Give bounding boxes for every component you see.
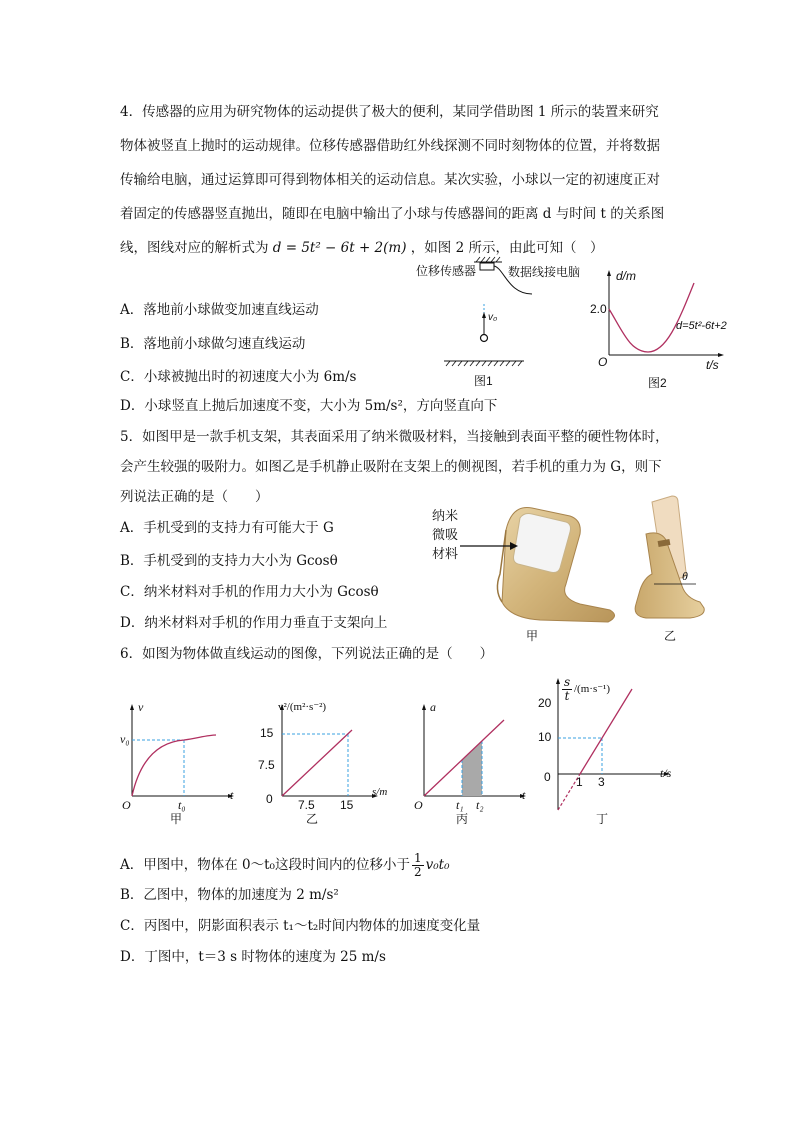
graph-b-svg bbox=[256, 700, 406, 825]
q6-option-a bbox=[120, 852, 450, 879]
graph-d-xtick-3: 3 bbox=[598, 775, 605, 789]
q6-graph-d bbox=[536, 672, 696, 832]
d-t-curve bbox=[609, 283, 694, 352]
q5-option-c: C．纳米材料对手机的作用力大小为 Gcosθ bbox=[120, 584, 379, 600]
q5-stem-line-3: 列说法正确的是（ ） bbox=[120, 489, 269, 505]
q4-line5-post: ，如图 2 所示，由此可知（ ） bbox=[410, 240, 604, 256]
q5-caption-a: 甲 bbox=[526, 629, 539, 643]
q4-option-c: C．小球被抛出时的初速度大小为 6m/s bbox=[120, 369, 357, 385]
graph-b-line bbox=[282, 730, 352, 796]
q5-figure-svg bbox=[420, 494, 720, 644]
graph-a-v0: v₀ bbox=[120, 732, 130, 746]
q6-graph-c bbox=[410, 700, 540, 825]
q5-stem-line-2: 会产生较强的吸附力。如图乙是手机静止吸附在支架上的侧视图，若手机的重力为 G，则下 bbox=[120, 459, 662, 475]
q4-stem-line-1: 4．传感器的应用为研究物体的运动提供了极大的便利，某同学借助图 1 所示的装置来研究 bbox=[120, 104, 659, 120]
graph-d-ytick-10: 10 bbox=[538, 730, 552, 744]
graph-c-t1: t₁ bbox=[456, 798, 464, 812]
graph-c-y: a bbox=[430, 700, 436, 714]
graph-a-curve bbox=[132, 735, 216, 796]
graph-d-y-unit: /(m·s⁻¹) bbox=[574, 683, 610, 695]
graph-c-origin: O bbox=[414, 798, 423, 812]
graph-c-x: t bbox=[522, 788, 526, 802]
q4-stem-line-2: 物体被竖直上抛时的运动规律。位移传感器借助红外线探测不同时刻物体的位置，并将数据 bbox=[120, 138, 660, 154]
nano-label-line-2: 微吸 bbox=[432, 527, 459, 542]
graph-c-svg bbox=[410, 700, 540, 825]
q6-option-a-post: v₀t₀ bbox=[425, 857, 450, 873]
q4-stem-line-3: 传输给电脑，通过运算即可得到物体相关的运动信息。某次实验，小球以一定的初速度正对 bbox=[120, 172, 660, 188]
fig2-y-tick: 2.0 bbox=[590, 302, 607, 316]
q6-frac-den: 2 bbox=[413, 865, 422, 879]
graph-d-y-num: s bbox=[564, 675, 571, 689]
q5-caption-b: 乙 bbox=[664, 629, 677, 643]
q4-stem-line-5 bbox=[120, 238, 603, 258]
graph-d-svg bbox=[536, 672, 696, 832]
fig1-caption: 图1 bbox=[474, 374, 493, 388]
stand-b bbox=[635, 496, 704, 618]
graph-a-y: v bbox=[138, 700, 144, 714]
nano-label-line-3: 材料 bbox=[432, 546, 459, 561]
graph-d-y-den: t bbox=[564, 689, 570, 703]
theta-label: θ bbox=[682, 569, 688, 583]
fig2-x-label: t/s bbox=[706, 358, 719, 372]
graph-a-origin: O bbox=[122, 798, 131, 812]
fig2-origin: O bbox=[598, 355, 608, 369]
graph-c-caption: 丙 bbox=[456, 812, 469, 826]
graph-a-x: t bbox=[230, 788, 234, 802]
sensor-box bbox=[480, 263, 494, 270]
v0-label: v₀ bbox=[488, 312, 498, 323]
q4-option-b: B．落地前小球做匀速直线运动 bbox=[120, 336, 306, 352]
graph-b-caption: 乙 bbox=[306, 812, 319, 826]
cable-label: 数据线接电脑 bbox=[508, 265, 581, 279]
q6-option-d: D．丁图中，t＝3 s 时物体的速度为 25 m/s bbox=[120, 949, 386, 965]
q6-graph-b bbox=[256, 700, 406, 825]
sensor-label: 位移传感器 bbox=[416, 264, 477, 278]
graph-d-origin: 0 bbox=[544, 770, 551, 784]
shaded-area bbox=[462, 741, 482, 796]
nano-label-line-1: 纳米 bbox=[432, 508, 459, 523]
graph-a-t0: t₀ bbox=[178, 798, 186, 812]
graph-d-x: t/s bbox=[660, 766, 672, 780]
q4-figure-1 bbox=[412, 256, 602, 391]
q6-option-a-pre: A．甲图中，物体在 0～t₀这段时间内的位移小于 bbox=[120, 857, 410, 873]
graph-c-t2: t₂ bbox=[476, 798, 484, 812]
q6-frac-num: 1 bbox=[413, 851, 422, 865]
q5-option-b: B．手机受到的支持力大小为 Gcosθ bbox=[120, 553, 338, 569]
q4-option-d: D．小球竖直上抛后加速度不变，大小为 5m/s²，方向竖直向下 bbox=[120, 398, 498, 414]
q4-option-a: A．落地前小球做变加速直线运动 bbox=[120, 302, 319, 318]
q5-option-a: A．手机受到的支持力有可能大于 G bbox=[120, 520, 334, 536]
fig2-y-label: d/m bbox=[616, 269, 637, 283]
graph-d-caption: 丁 bbox=[596, 812, 609, 826]
graph-b-ytick-7-5: 7.5 bbox=[258, 758, 275, 772]
nano-material-label bbox=[432, 506, 458, 563]
q5-figure bbox=[420, 494, 720, 644]
q4-figure-2-svg bbox=[592, 268, 752, 390]
q4-figure-2 bbox=[592, 268, 752, 390]
q6-option-b: B．乙图中，物体的加速度为 2 m/s² bbox=[120, 887, 339, 903]
ball bbox=[481, 335, 488, 342]
fig2-curve-label: d=5t²-6t+2 bbox=[676, 320, 727, 332]
q4-line5-pre: 线，图线对应的解析式为 bbox=[120, 240, 269, 256]
q6-option-c: C．丙图中，阴影面积表示 t₁～t₂时间内物体的加速度变化量 bbox=[120, 918, 481, 934]
q6-stem: 6．如图为物体做直线运动的图像，下列说法正确的是（ ） bbox=[120, 646, 494, 662]
fig2-caption: 图2 bbox=[648, 376, 667, 390]
graph-b-xtick-15: 15 bbox=[340, 798, 354, 812]
graph-a-caption: 甲 bbox=[170, 812, 183, 826]
graph-b-xtick-7-5: 7.5 bbox=[298, 798, 315, 812]
q5-stem-line-1: 5．如图甲是一款手机支架，其表面采用了纳米微吸材料，当接触到表面平整的硬性物体时， bbox=[120, 429, 669, 445]
graph-b-y: v²/(m²·s⁻²) bbox=[278, 701, 327, 713]
graph-d-line bbox=[580, 689, 632, 774]
q4-formula: d = 5t² − 6t + 2(m) bbox=[272, 240, 407, 256]
graph-d-y-fraction bbox=[562, 676, 572, 703]
graph-b-origin: 0 bbox=[266, 792, 273, 806]
q4-stem-line-4: 着固定的传感器竖直抛出，随即在电脑中输出了小球与传感器间的距离 d 与时间 t 的关系图 bbox=[120, 206, 665, 222]
q5-option-d: D．纳米材料对手机的作用力垂直于支架向上 bbox=[120, 615, 388, 631]
q6-graph-a bbox=[118, 700, 248, 825]
graph-b-ytick-15: 15 bbox=[260, 726, 274, 740]
stand-a bbox=[497, 507, 614, 622]
graph-d-xtick-1: 1 bbox=[576, 775, 583, 789]
graph-b-x: s/m bbox=[372, 786, 388, 798]
q6-option-a-fraction bbox=[412, 852, 424, 879]
graph-d-ytick-20: 20 bbox=[538, 696, 552, 710]
